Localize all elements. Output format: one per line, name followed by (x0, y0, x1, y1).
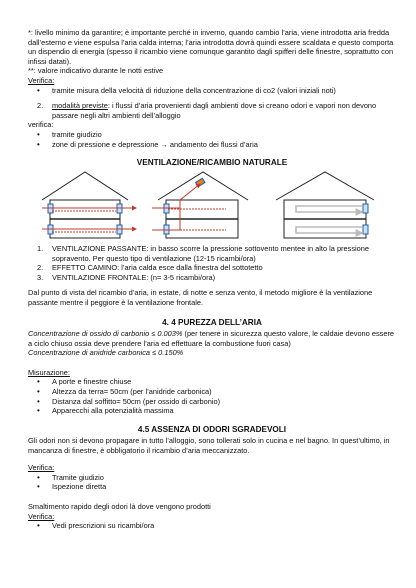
list-number: 1. (37, 244, 44, 253)
verifica-label-2: verifica: (28, 120, 54, 130)
verifica-label: Verifica: (28, 463, 55, 473)
smaltimento-text: Smaltimento rapido degli odori là dove vengono prodotti (28, 501, 211, 511)
section-heading-purezza: 4. 4 PUREZZA DELL’ARIA (162, 318, 262, 327)
modalita-item (28, 101, 396, 120)
ventilazione-section (28, 244, 396, 308)
odori-paragraph: Gli odori non si devono propagare in tutto l’alloggio, sono tollerati solo in cucina e nel bagno. In quest’ultimo, in mancanza di finestre, è obbligatorio il ricambio d’aria meccanizzato. (28, 436, 390, 455)
house-passante (42, 172, 136, 238)
misurazione-label: Misurazione: (28, 367, 70, 377)
list-item: • zone di pressione e depressione → andamento dei flussi d’aria (28, 140, 396, 150)
list-item (28, 244, 396, 263)
verifica-list (28, 86, 396, 96)
list-item: • A porte e finestre chiuse (28, 377, 396, 387)
co-note: (per tenere in sicurezza questo valore, le caldaie devono essere a ciclo chiuso ossia deve prendere l’aria ed effettuare la combustione fuori casa) (28, 329, 395, 348)
list-item: • Altezza da terra= 50cm (per l’anidride carbonica) (28, 387, 396, 397)
house-camino (152, 172, 248, 238)
verifica-label-2: Verifica: (28, 511, 55, 521)
list-number: 2. (37, 263, 44, 273)
list-item (28, 263, 396, 273)
odori-section (28, 436, 396, 531)
ventilazione-paragraph: Dal punto di vista del ricambio d’aria, in estate, di notte e senza vento, il metodo migliore è la ventilazione passante mentre il peggiore è la ventilazione frontale. (28, 288, 373, 307)
purezza-section (28, 329, 396, 416)
co2-limit: Concentrazione di anidride carbonica ≤ 0.150% (28, 348, 184, 358)
co-limit: Concentrazione di ossido di carbonio ≤ 0.003% (28, 329, 183, 338)
footnote-1: *: livello minimo da garantire; è importante perché in inverno, quando cambio l’aria, viene introdotta aria fredda dall’esterno e viene espulsa l’aria calda interna; l’aria introdotta dovrà quindi essere scaldata e questo comporta un dispendio di energia (spesso il ricambio viene comunque garantito dagli spifferi delle finestre, soprattutto con infissi datati). (28, 28, 394, 66)
verifica-list-2 (28, 130, 396, 149)
list-item: • tramite giudizio (28, 130, 396, 140)
ventilazione-list (28, 244, 396, 282)
list-item: • Ispezione diretta (28, 482, 396, 492)
list-text: VENTILAZIONE FRONTALE: (n= 3-5 ricambi/ora) (52, 272, 216, 282)
list-item: • Tramite giudizio (28, 473, 396, 483)
list-item (28, 273, 396, 283)
list-item: • tramite misura della velocità di riduzione della concentrazione di co2 (valori iniziali noti) (28, 86, 396, 96)
intro-section (28, 28, 396, 149)
list-number: 2. (37, 101, 44, 111)
list-number: 3. (37, 272, 44, 282)
section-heading-ventilazione: VENTILAZIONE/RICAMBIO NATURALE (136, 158, 288, 167)
modalita-label: modalità previste (52, 101, 108, 111)
footnote-2: **: valore indicativo durante le notti estive (28, 66, 164, 76)
misurazione-list (28, 377, 396, 415)
list-text: EFFETTO CAMINO: l’aria calda esce dalla finestra del sottotetto (52, 263, 263, 273)
modalita-text: : i flussi d’aria provenienti dagli ambienti dove si creano odori e vapori non devono passare negli altri ambienti dell’alloggio (52, 101, 377, 120)
list-item: • Vedi prescrizioni su ricambi/ora (28, 521, 396, 531)
list-item: • Apparecchi alla potenzialità massima (28, 406, 396, 416)
ventilation-diagram (40, 170, 380, 240)
section-heading-odori: 4.5 ASSENZA DI ODORI SGRADEVOLI (137, 425, 287, 434)
house-frontale (276, 172, 374, 238)
list-item: • Distanza dal soffitto= 50cm (per ossido di carbonio) (28, 397, 396, 407)
verifica-label: Verifica: (28, 75, 55, 85)
purezza-line-1 (28, 329, 396, 348)
odori-verifica-list (28, 473, 396, 492)
list-text: VENTILAZIONE PASSANTE: in basso scorre la pressione sottovento mentee in alto la pressione sopravento. Per questo tipo di ventilazione (12-15 ricambi/ora) (52, 244, 369, 263)
odori-verifica-list-2 (28, 521, 396, 531)
